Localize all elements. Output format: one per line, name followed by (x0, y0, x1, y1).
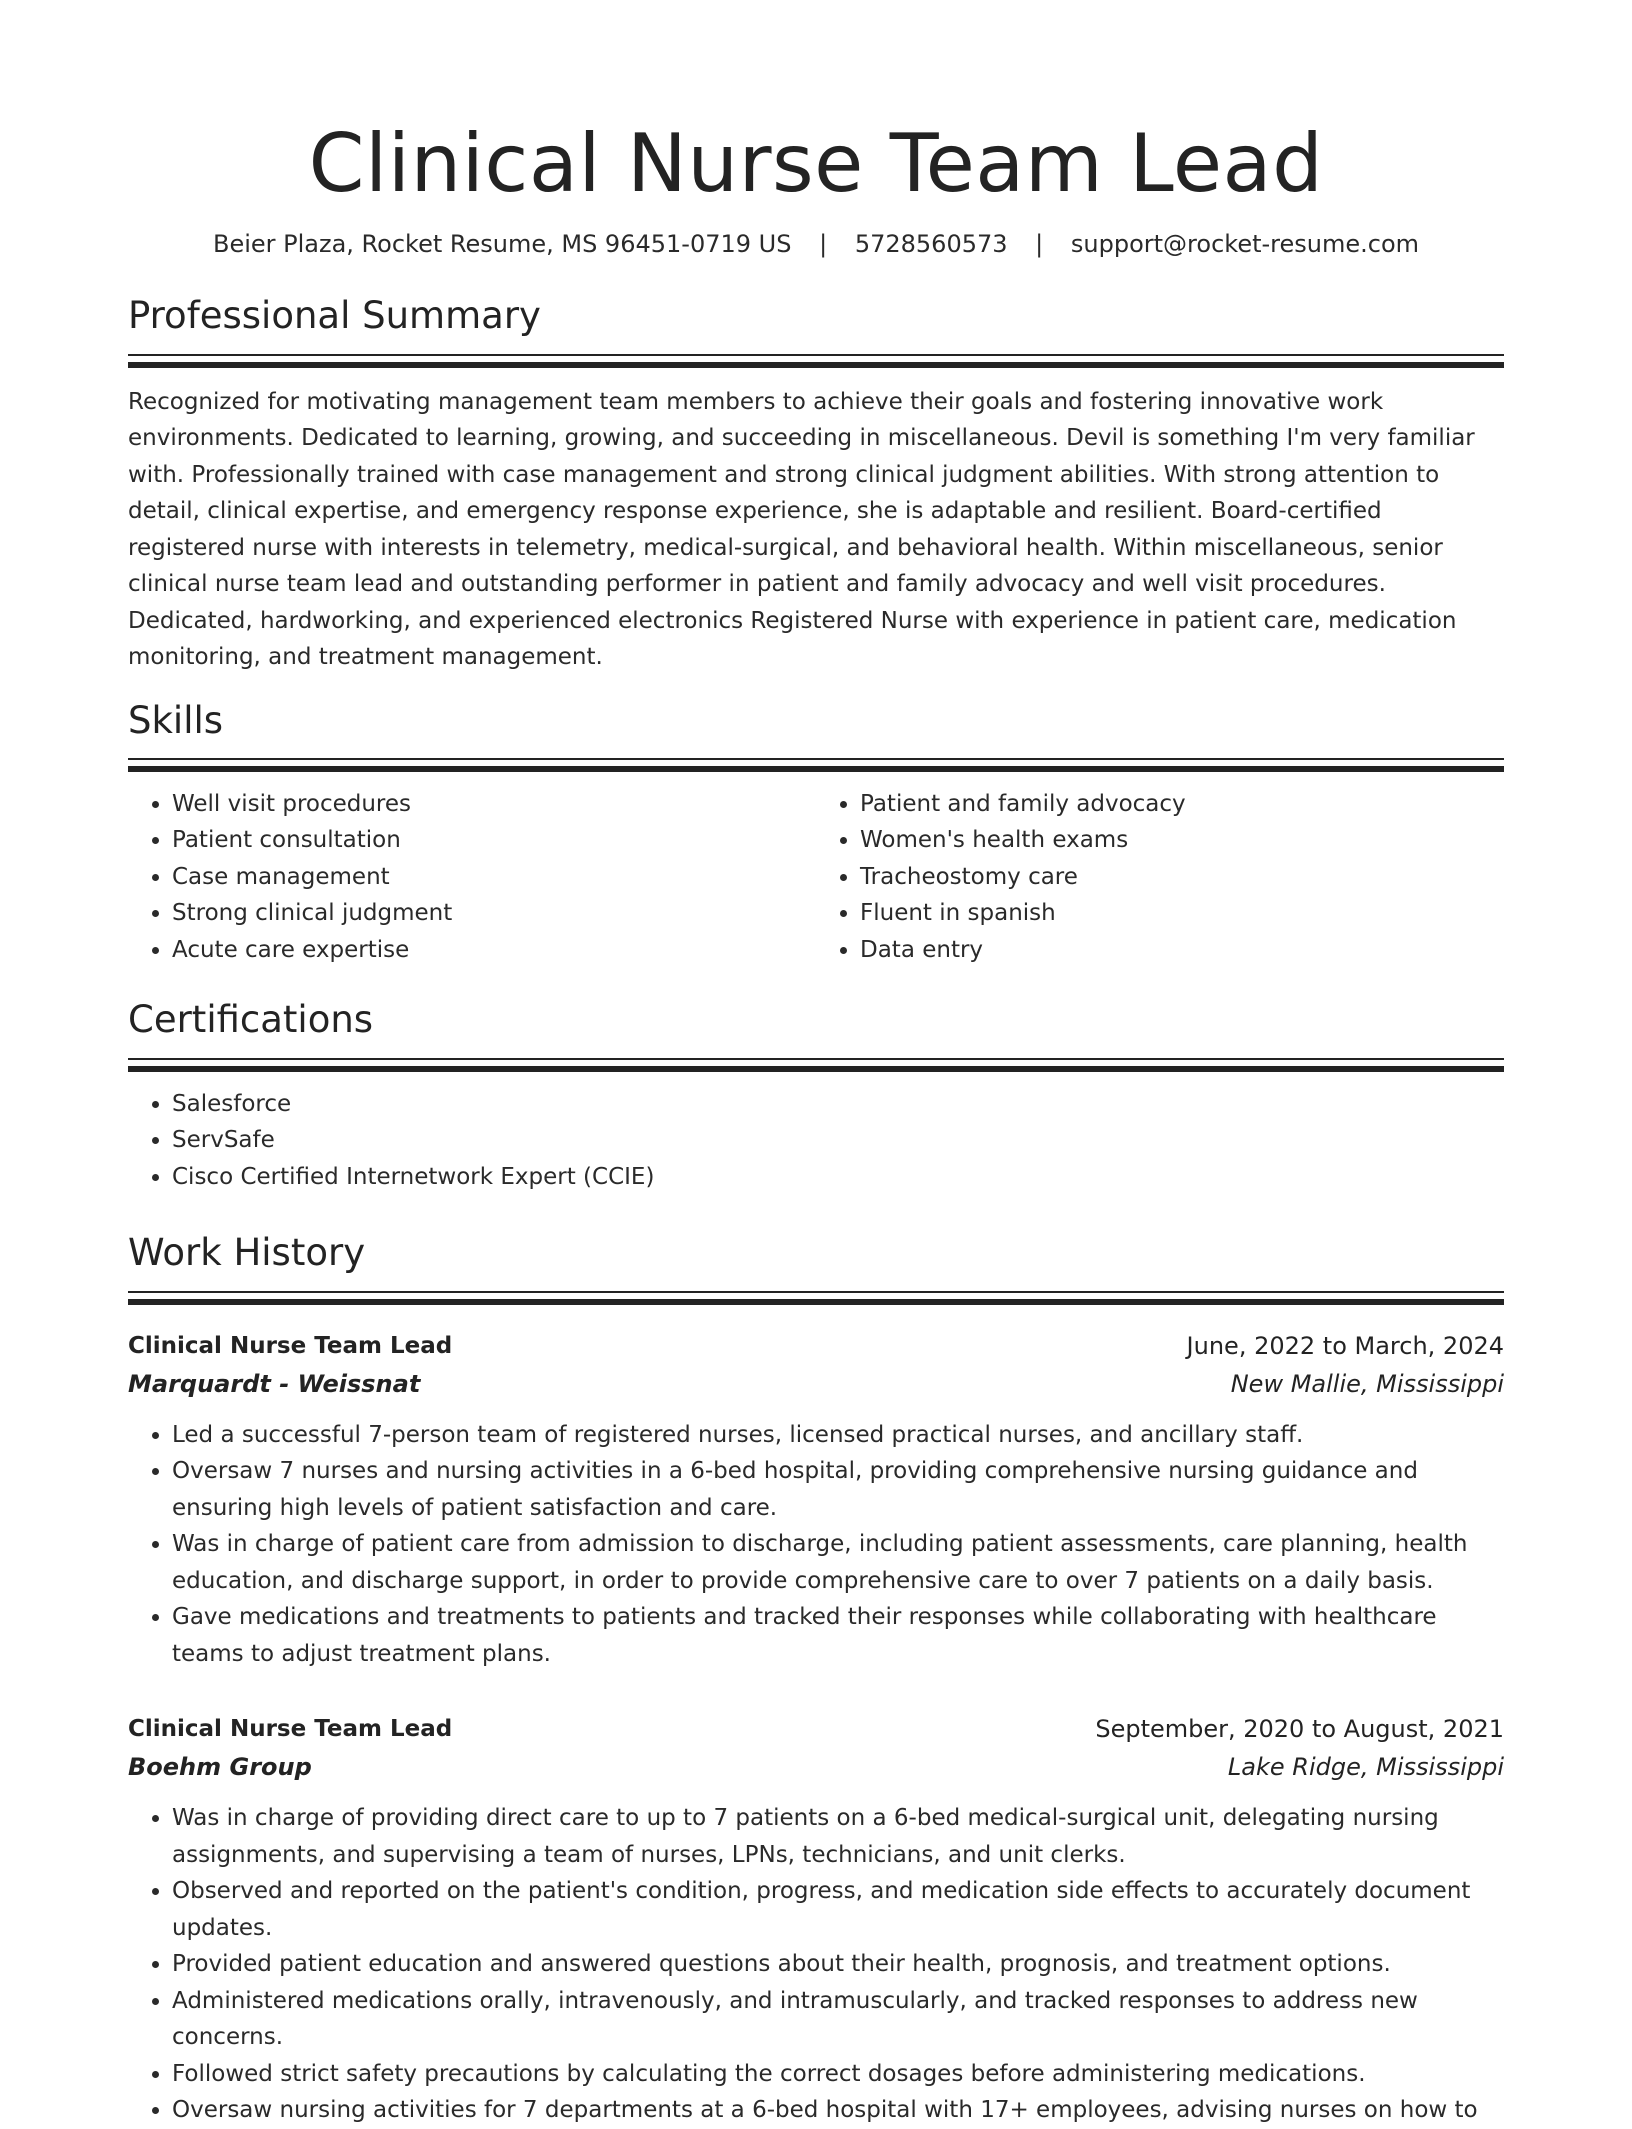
job-location: Lake Ridge, Mississippi (1227, 1753, 1504, 1782)
summary-text: Recognized for motivating management team members to achieve their goals and fostering innovative work environments. Dedicated to learning, growing, and succeeding in miscellaneous. Devil is something I'm very familiar with. Professionally trained with case management and strong clinical judgment abilities. With strong attention to detail, clinical expertise, and emergency response experience, she is adaptable and resilient. Board-certified registered nurse with interests in telemetry, medical-surgical, and behavioral health. Within miscellaneous, senior clinical nurse team lead and outstanding performer in patient and family advocacy and well visit procedures. Dedicated, hardworking, and experienced electronics Registered Nurse with experience in patient care, medication monitoring, and treatment management. (128, 388, 1475, 671)
job-title: Clinical Nurse Team Lead (128, 1716, 453, 1743)
section-divider (128, 1058, 1504, 1072)
certification-item: • Salesforce (172, 1086, 1504, 1123)
contact-address: Beier Plaza, Rocket Resume, MS 96451-0719 US (212, 230, 792, 258)
section-title-summary: Professional Summary (128, 294, 541, 338)
section-title-skills: Skills (128, 698, 224, 742)
section-title-work-history: Work History (128, 1231, 366, 1275)
section-title-certifications: Certifications (128, 998, 374, 1042)
certifications-list (128, 1086, 1504, 1196)
job-bullets (128, 1800, 1504, 2129)
skills-section (128, 699, 1504, 969)
job-bullet: • Provided patient education and answered questions about their health, prognosis, and treatment options. (172, 1946, 1504, 1983)
skill-item: • Fluent in spanish (860, 895, 1504, 932)
summary-section (128, 294, 1504, 675)
skill-item: • Women's health exams (860, 822, 1504, 859)
skill-item: • Patient and family advocacy (860, 786, 1504, 823)
certification-item: • ServSafe (172, 1122, 1504, 1159)
job-bullet: • Oversaw 7 nurses and nursing activities in a 6-bed hospital, providing comprehensive nursing guidance and ensuring high levels of patient satisfaction and care. (172, 1453, 1504, 1526)
skill-item: • Well visit procedures (172, 786, 816, 823)
job-header-row (128, 1710, 1504, 1748)
resume-page (128, 0, 1504, 2129)
section-divider (128, 758, 1504, 772)
job-subheader-row (128, 1365, 1504, 1403)
certification-item: • Cisco Certified Internetwork Expert (CCIE) (172, 1159, 1504, 1196)
skill-item: • Acute care expertise (172, 932, 816, 969)
job-bullet: • Was in charge of providing direct care to up to 7 patients on a 6-bed medical-surgical unit, delegating nursing assignments, and supervising a team of nurses, LPNs, technicians, and unit clerks. (172, 1800, 1504, 1873)
job-location: New Mallie, Mississippi (1230, 1369, 1504, 1398)
job-bullet: • Administered medications orally, intravenously, and intramuscularly, and tracked responses to address new concerns. (172, 1983, 1504, 2056)
job-company: Marquardt - Weissnat (128, 1369, 421, 1398)
skill-item: • Tracheostomy care (860, 859, 1504, 896)
job-bullet: • Was in charge of patient care from admission to discharge, including patient assessments, care planning, health education, and discharge support, in order to provide comprehensive care to over 7 patients on a daily basis. (172, 1526, 1504, 1599)
skills-list-left (128, 786, 816, 969)
certifications-section (128, 998, 1504, 1195)
job-company: Boehm Group (128, 1753, 312, 1782)
job-dates: September, 2020 to August, 2021 (1095, 1715, 1504, 1744)
job-header-row (128, 1327, 1504, 1365)
contact-separator: | (1035, 230, 1044, 258)
section-divider (128, 354, 1504, 368)
job-bullet: • Gave medications and treatments to patients and tracked their responses while collaborating with healthcare teams to adjust treatment plans. (172, 1599, 1504, 1672)
job-title: Clinical Nurse Team Lead (128, 1332, 453, 1359)
skill-item: • Data entry (860, 932, 1504, 969)
job-entry (128, 1327, 1504, 1673)
skill-item: • Patient consultation (172, 822, 816, 859)
skill-item: • Case management (172, 859, 816, 896)
skill-item: • Strong clinical judgment (172, 895, 816, 932)
skills-list-right (816, 786, 1504, 969)
resume-name: Clinical Nurse Team Lead (308, 117, 1324, 210)
job-bullet: • Led a successful 7-person team of registered nurses, licensed practical nurses, and ancillary staff. (172, 1417, 1504, 1454)
job-bullet: • Oversaw nursing activities for 7 departments at a 6-bed hospital with 17+ employees, advising nurses on how to (172, 2092, 1504, 2129)
work-history-section (128, 1231, 1504, 2128)
contact-separator: | (819, 230, 828, 258)
job-dates: June, 2022 to March, 2024 (1186, 1331, 1504, 1360)
contact-email: support@rocket-resume.com (1070, 230, 1419, 258)
contact-line (128, 229, 1504, 260)
contact-phone: 5728560573 (854, 230, 1008, 258)
job-bullet: • Observed and reported on the patient's condition, progress, and medication side effects to accurately document updates. (172, 1873, 1504, 1946)
job-bullet: • Followed strict safety precautions by calculating the correct dosages before administering medications. (172, 2056, 1504, 2093)
job-bullets (128, 1417, 1504, 1673)
skills-columns (128, 786, 1504, 969)
job-entry (128, 1710, 1504, 2129)
job-subheader-row (128, 1748, 1504, 1786)
section-divider (128, 1291, 1504, 1305)
